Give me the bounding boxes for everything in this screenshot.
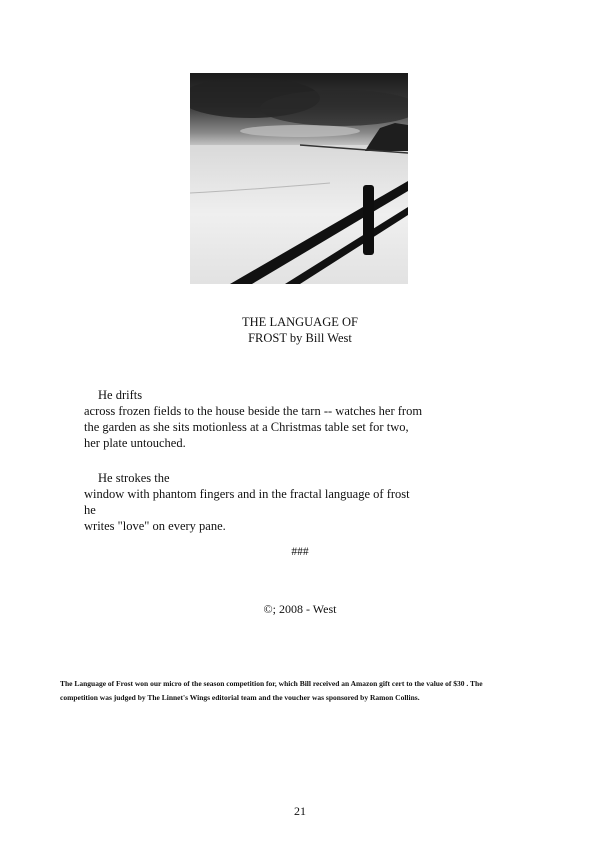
stanza-2: [84, 470, 424, 534]
page-number: 21: [294, 804, 306, 818]
competition-note: [60, 677, 530, 705]
copyright-notice: ©; 2008 - West: [263, 602, 337, 616]
stanza-1-line: across frozen fields to the house beside the tarn -- watches her from: [84, 404, 423, 418]
section-separator: ###: [291, 546, 309, 558]
title-line-1: THE LANGUAGE OF: [242, 315, 358, 329]
note-line-1: The Language of Frost won our micro of the season competition for, which Bill received an Amazon gift cert to the value of $30 . The: [60, 679, 483, 688]
stanza-1-lead: He drifts: [98, 388, 143, 402]
snow-field-photo: [190, 73, 408, 284]
stanza-1-line: her plate untouched.: [84, 436, 186, 450]
stanza-2-line: window with phantom fingers and in the fractal language of frost he: [84, 487, 410, 517]
poem-title: [0, 314, 600, 346]
stanza-1: [84, 387, 424, 451]
note-line-2: competition was judged by The Linnet's Wings editorial team and the voucher was sponsored by Ramon Collins.: [60, 693, 420, 702]
stanza-2-lead: He strokes the: [98, 471, 170, 485]
title-line-2: FROST by Bill West: [248, 331, 352, 345]
stanza-2-line: writes "love" on every pane.: [84, 519, 226, 533]
stanza-1-line: the garden as she sits motionless at a Christmas table set for two,: [84, 420, 409, 434]
